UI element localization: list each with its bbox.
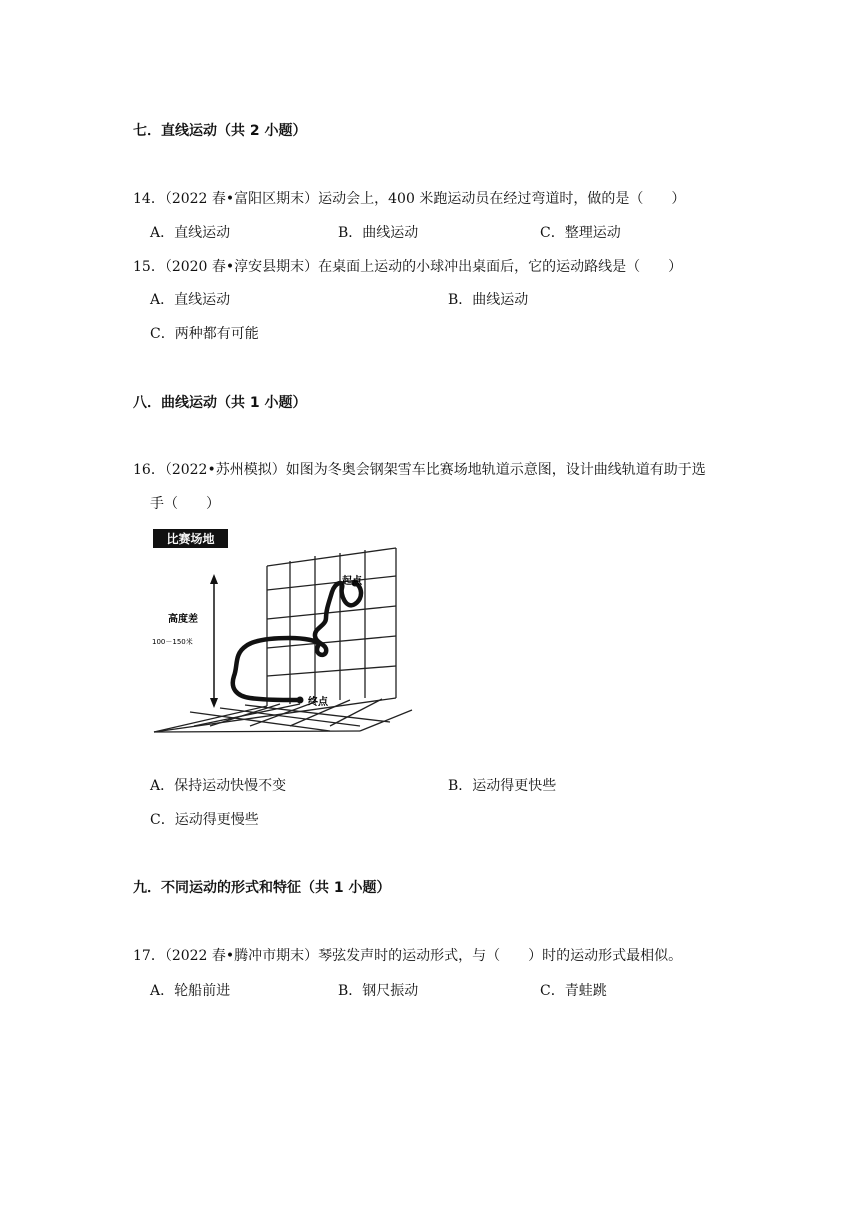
section-heading: 七．直线运动（共 2 小题）: [133, 123, 307, 139]
option-b[interactable]: B．运动得更快些: [448, 778, 557, 794]
track-diagram-svg: [150, 526, 415, 766]
height-range: 100－150米: [152, 638, 193, 646]
question-stem-continued: 手（ ）: [150, 496, 220, 512]
option-b[interactable]: B．曲线运动: [448, 292, 529, 308]
arrow-up-head: [210, 574, 218, 584]
option-c[interactable]: C．运动得更慢些: [150, 812, 259, 828]
question-stem: 14．（2022 春•富阳区期末）运动会上，400 米跑运动员在经过弯道时，做的是（ ）: [133, 191, 686, 207]
option-b[interactable]: B．曲线运动: [338, 225, 419, 241]
floor-grid: [154, 698, 412, 732]
start-label: 起点: [342, 576, 362, 587]
end-label: 终点: [308, 697, 328, 708]
option-a[interactable]: A．保持运动快慢不变: [150, 778, 287, 794]
section-heading: 九．不同运动的形式和特征（共 1 小题）: [133, 880, 391, 896]
end-point: [297, 697, 304, 704]
question-stem: 16．（2022•苏州模拟）如图为冬奥会钢架雪车比赛场地轨道示意图，设计曲线轨道有助于选: [133, 462, 706, 478]
option-c[interactable]: C．青蛙跳: [540, 983, 607, 999]
track-diagram-figure: [150, 526, 415, 766]
option-a[interactable]: A．直线运动: [150, 292, 231, 308]
option-b[interactable]: B．钢尺振动: [338, 983, 419, 999]
question-stem: 17．（2022 春•腾冲市期末）琴弦发声时的运动形式，与（ ）时的运动形式最相似。: [133, 948, 683, 964]
option-c[interactable]: C．两种都有可能: [150, 326, 259, 342]
section-heading: 八．曲线运动（共 1 小题）: [133, 395, 307, 411]
height-label: 高度差: [168, 614, 198, 625]
wall-grid: [267, 548, 396, 706]
arrow-down-head: [210, 698, 218, 708]
option-a[interactable]: A．直线运动: [150, 225, 231, 241]
question-stem: 15．（2020 春•淳安县期末）在桌面上运动的小球冲出桌面后，它的运动路线是（ ）: [133, 259, 683, 275]
option-a[interactable]: A．轮船前进: [150, 983, 231, 999]
figure-title: 比赛场地: [166, 532, 215, 546]
option-c[interactable]: C．整理运动: [540, 225, 621, 241]
